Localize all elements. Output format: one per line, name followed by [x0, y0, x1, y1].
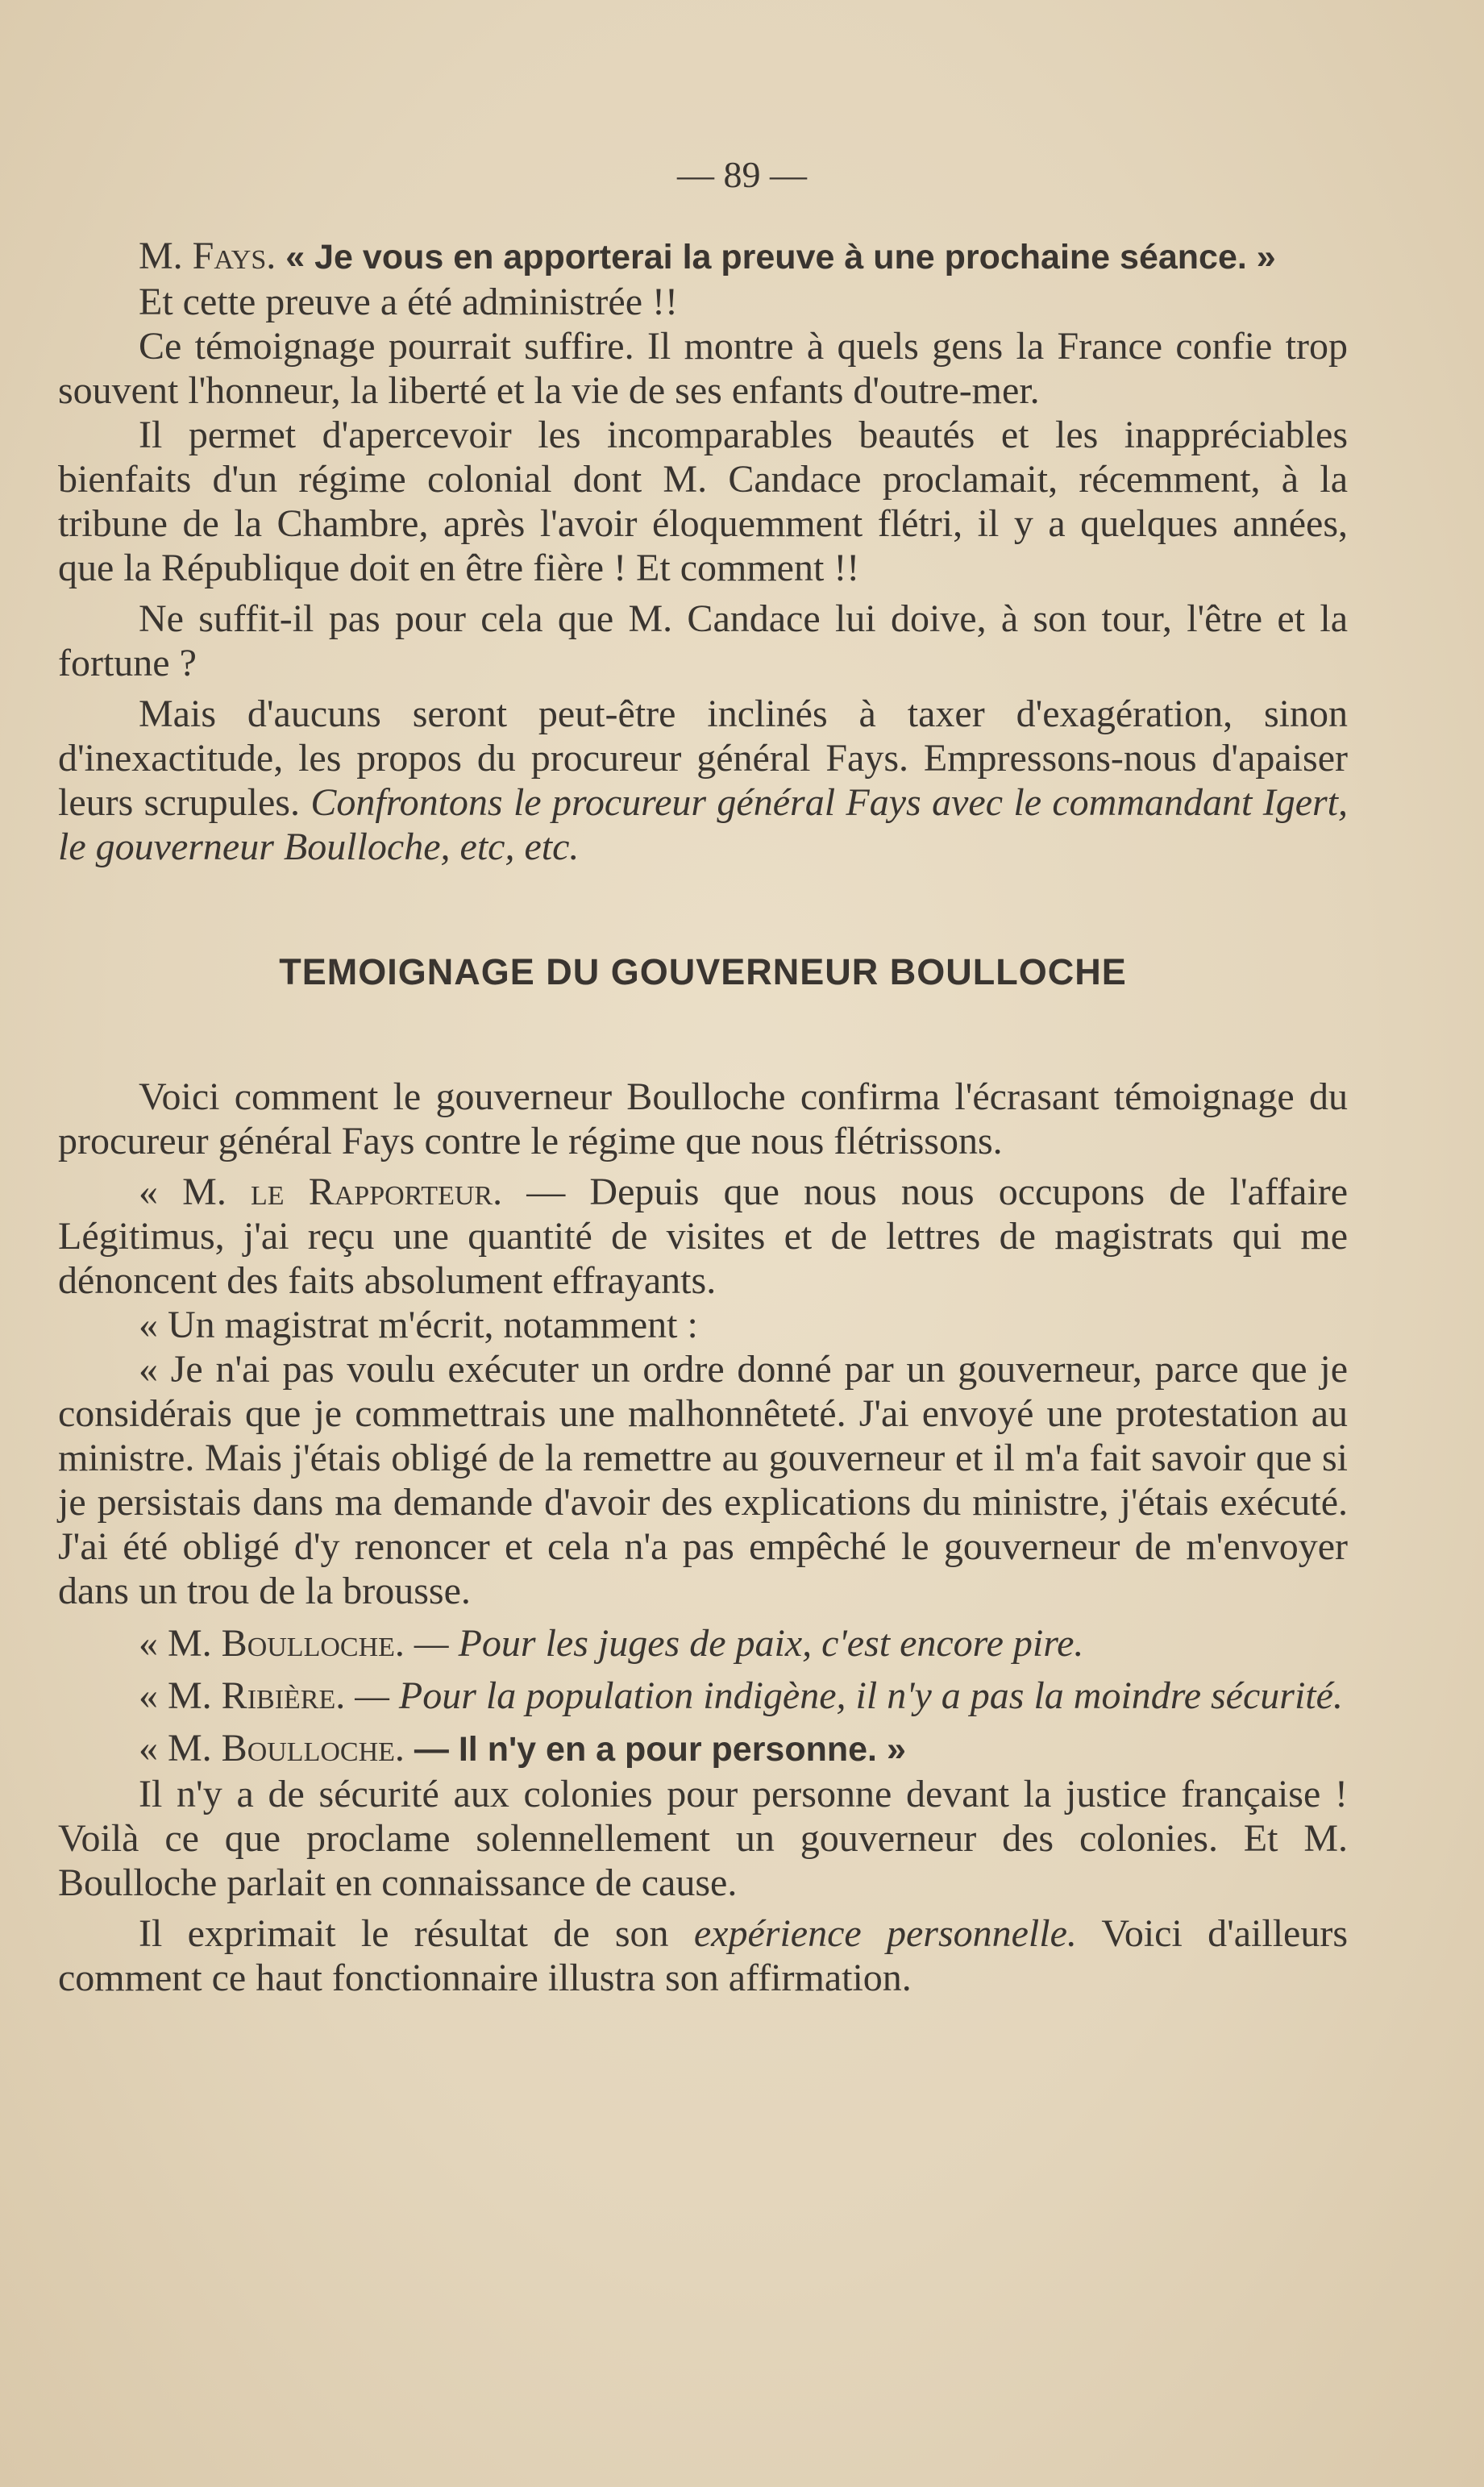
paragraph-text: Mais d'aucuns seront peut-être inclinés à taxer d'exagération, sinon d'inexactitude, les propos du procureur général Fays. Empressons-nous d'apaiser leurs scrupules.	[58, 692, 1348, 824]
italic-text: — Pour les juges de paix, c'est encore pire.	[414, 1622, 1084, 1665]
paragraph-text: Voici d'ailleurs comment ce haut fonctionnaire illustra son affirmation.	[58, 1912, 1349, 1999]
paragraph: « Un magistrat m'écrit, notamment :	[139, 1304, 698, 1346]
paragraph-rapporteur	[58, 1170, 1348, 1303]
speaker-name: « M. Boulloche.	[139, 1622, 405, 1665]
paragraph-text: Il exprimait le résultat de son	[139, 1912, 669, 1955]
section-heading: TEMOIGNAGE DU GOUVERNEUR BOULLOCHE	[279, 951, 1127, 992]
italic-text: Confrontons le procureur général Fays avec le commandant Igert, le gouverneur Boulloche, etc, etc.	[58, 781, 1349, 868]
paragraph	[58, 1911, 1348, 2000]
paragraph	[58, 692, 1348, 869]
paragraph-fays-quote	[58, 234, 1348, 280]
paragraph: Voici comment le gouverneur Boulloche confirma l'écrasant témoignage du procureur général Fays contre le régime que nous flétrissons.	[58, 1075, 1348, 1162]
paragraph-boulloche	[58, 1726, 1348, 1772]
paragraph-boulloche	[58, 1621, 1348, 1666]
bold-quote: « Je vous en apporterai la preuve à une prochaine séance. »	[285, 238, 1276, 277]
italic-text: expérience personnelle.	[693, 1912, 1077, 1955]
page-body	[58, 0, 1348, 2000]
paragraph-text: — Depuis que nous nous occupons de l'affaire Légitimus, j'ai reçu une quantité de visites et de lettres de magistrats qui me dénoncent des faits absolument effrayants.	[58, 1171, 1349, 1302]
bold-quote: — Il n'y en a pour personne. »	[414, 1730, 906, 1769]
paragraph-ribiere	[58, 1674, 1348, 1718]
page-number: — 89 —	[677, 154, 807, 195]
speaker-name: « M. Ribière.	[139, 1674, 346, 1717]
paragraph: Il n'y a de sécurité aux colonies pour personne devant la justice française ! Voilà ce que proclame solennellement un gouverneur des colonies. Et M. Boulloche parlait en connaissance de cause.	[58, 1773, 1348, 1904]
speaker-name: M. Fays.	[139, 235, 276, 277]
speaker-name: « M. Boulloche.	[139, 1727, 405, 1770]
paragraph: Il permet d'apercevoir les incomparables beautés et les inappréciables bienfaits d'un régime colonial dont M. Candace proclamait, récemment, à la tribune de la Chambre, après l'avoir éloquemment flétri, il y a quelques années, que la République doit en être fière ! Et comment !!	[58, 414, 1348, 589]
speaker-name: « M. le Rapporteur.	[139, 1171, 503, 1213]
paragraph-letter: « Je n'ai pas voulu exécuter un ordre donné par un gouverneur, parce que je considérais que je commettrais une malhonnêteté. J'ai envoyé une protestation au ministre. Mais j'étais obligé de la remettre au gouverneur et il m'a fait savoir que si je persistais dans ma demande d'avoir des explications du ministre, j'étais exécuté. J'ai été obligé d'y renoncer et cela n'a pas empêché le gouverneur de m'envoyer dans un trou de la brousse.	[58, 1348, 1348, 1612]
paragraph: Ce témoignage pourrait suffire. Il montre à quels gens la France confie trop souvent l'honneur, la liberté et la vie de ses enfants d'outre-mer.	[58, 325, 1348, 412]
paragraph: Et cette preuve a été administrée !!	[139, 281, 678, 323]
italic-text: — Pour la population indigène, il n'y a pas la moindre sécurité.	[355, 1674, 1343, 1717]
paragraph: Ne suffit-il pas pour cela que M. Candace lui doive, à son tour, l'être et la fortune ?	[58, 597, 1348, 684]
